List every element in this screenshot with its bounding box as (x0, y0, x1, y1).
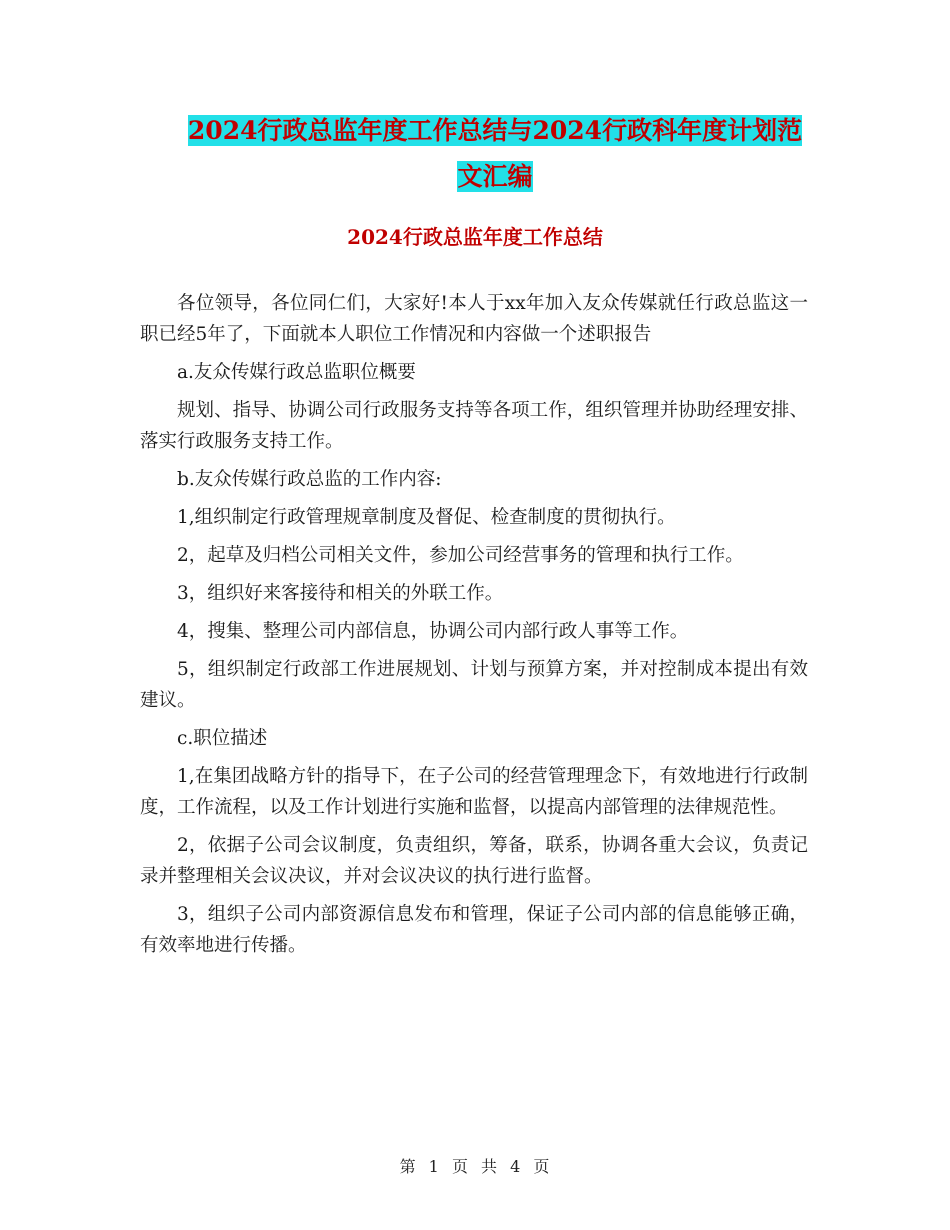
paragraph: 各位领导，各位同仁们，大家好!本人于xx年加入友众传媒就任行政总监这一职已经5年了，下面就本人职位工作情况和内容做一个述职报告 (140, 293, 808, 345)
document-body (140, 288, 808, 968)
title-line-2: 文汇编 (457, 162, 533, 191)
paragraph: 3，组织好来客接待和相关的外联工作。 (177, 583, 504, 604)
title-line-1: 2024行政总监年度工作总结与2024行政科年度计划范 (187, 116, 803, 145)
paragraph: 规划、指导、协调公司行政服务支持等各项工作，组织管理并协助经理安排、落实行政服务支持工作。 (140, 400, 808, 452)
paragraph: 1,在集团战略方针的指导下，在子公司的经营管理理念下，有效地进行行政制度，工作流程，以及工作计划进行实施和监督，以提高内部管理的法律规范性。 (140, 766, 808, 818)
paragraph: 1,组织制定行政管理规章制度及督促、检查制度的贯彻执行。 (177, 507, 676, 528)
paragraph: 3，组织子公司内部资源信息发布和管理，保证子公司内部的信息能够正确，有效率地进行传播。 (140, 904, 808, 956)
paragraph: 2，依据子公司会议制度，负责组织，筹备，联系，协调各重大会议，负责记录并整理相关会议决议，并对会议决议的执行进行监督。 (140, 835, 808, 887)
document-title (140, 108, 850, 200)
paragraph: a.友众传媒行政总监职位概要 (177, 362, 416, 383)
paragraph: b.友众传媒行政总监的工作内容: (177, 469, 442, 490)
paragraph: c.职位描述 (177, 728, 268, 749)
paragraph: 4，搜集、整理公司内部信息，协调公司内部行政人事等工作。 (177, 621, 689, 642)
paragraph: 5，组织制定行政部工作进展规划、计划与预算方案，并对控制成本提出有效建议。 (140, 659, 808, 711)
section-title: 2024行政总监年度工作总结 (347, 225, 603, 249)
page-footer: 第 1 页 共 4 页 (399, 1157, 551, 1176)
paragraph: 2，起草及归档公司相关文件，参加公司经营事务的管理和执行工作。 (177, 545, 744, 566)
